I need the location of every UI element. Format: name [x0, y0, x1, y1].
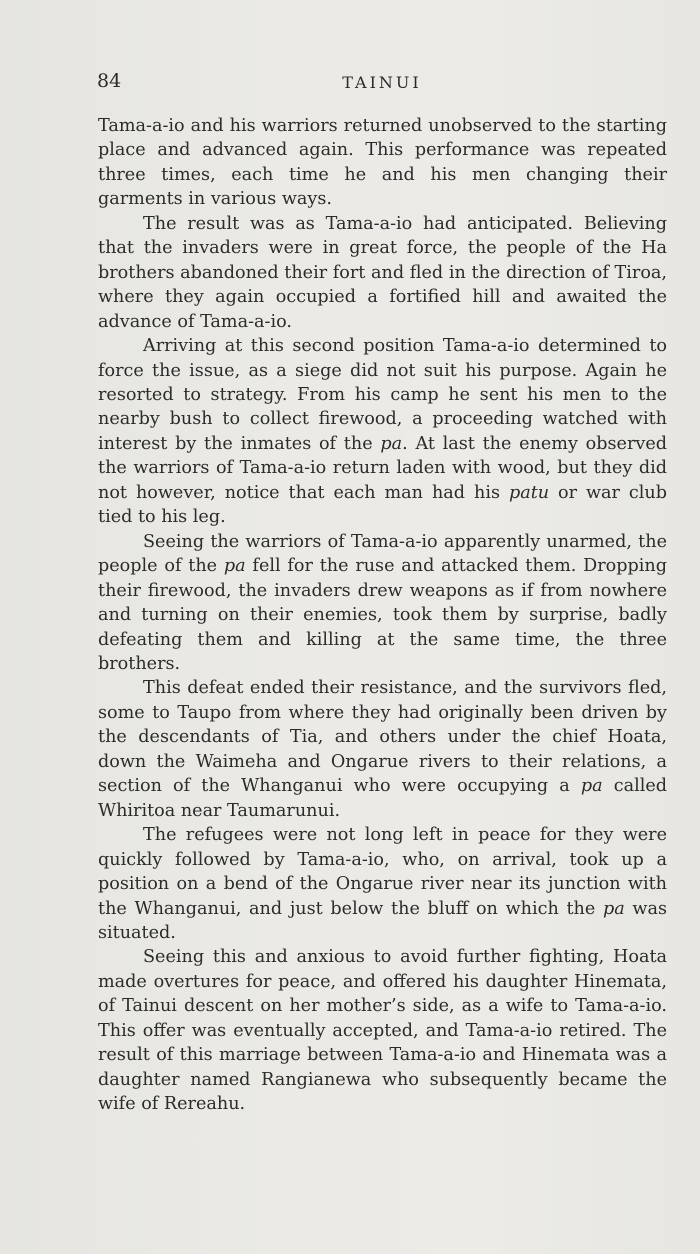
paragraph	[98, 823, 667, 945]
italic-term: pa	[380, 433, 403, 454]
running-head: TAINUI	[342, 73, 422, 92]
text-segment: . At last the enemy observed the warriors of Tama-a-io return laden with wood, but they did not however, notice that each man had his	[98, 433, 667, 503]
paragraph	[98, 945, 667, 1116]
paragraph	[98, 114, 667, 212]
paragraph	[98, 530, 667, 677]
text-segment: or war club tied to his leg.	[98, 482, 667, 528]
text-segment: Seeing this and anxious to avoid further fighting, Hoata made overtures for peace, and offered his daughter Hinemata, of Tainui descent on her mother’s side, as a wife to Tama-a-io. This offer was eventually accepted, and Tama-a-io retired. The result of this marriage between Tama-a-io and Hinemata was a daughter named Rangianewa who subsequently became the wife of Rereahu.	[98, 947, 667, 1115]
text-segment: Arriving at this second position Tama-a-io determined to force the issue, as a siege did not suit his purpose. Again he resorted to strategy. From his camp he sent his men to the nearby bush to collect firewood, a proceeding watched with interest by the inmates of the	[98, 336, 667, 454]
page-number: 84	[97, 70, 122, 92]
text-segment: was situated.	[98, 898, 668, 943]
italic-term: pa	[602, 898, 625, 919]
italic-term: patu	[508, 482, 550, 503]
text-segment: fell for the ruse and attacked them. Dropping their firewood, the invaders drew weapons as if from nowhere and turning on their enemies, took them by surprise, badly defeating them and killing at the same time, the three brothers.	[98, 556, 668, 674]
italic-term: pa	[580, 776, 603, 797]
page-header	[97, 70, 667, 98]
text-segment: Tama-a-io and his warriors returned unobserved to the starting place and advanced again. This performance was repeated three times, each time he and his men changing their garments in various ways.	[98, 116, 667, 210]
text-segment: called Whiritoa near Taumarunui.	[98, 776, 667, 821]
text-segment: This defeat ended their resistance, and the survivors fled, some to Taupo from where they had originally been driven by the descendants of Tia, and others under the chief Hoata, down the Waimeha and Ongarue rivers to their relations, a section of the Whanganui who were occupying a	[98, 678, 667, 797]
text-segment: The result was as Tama-a-io had anticipated. Believing that the invaders were in great force, the people of the Ha brothers abandoned their fort and fled in the direction of Tiroa, where they again occupied a fortified hill and awaited the advance of Tama-a-io.	[98, 213, 667, 332]
paragraph	[98, 676, 667, 823]
paragraph	[98, 212, 667, 334]
italic-term: pa	[223, 556, 246, 577]
body-text	[98, 114, 667, 1117]
paragraph	[98, 334, 667, 530]
text-segment: The refugees were not long left in peace for they were quickly followed by Tama-a-io, who, on arrival, took up a position on a bend of the Ongarue river near its junction with the Whanganui, and just below the bluff on which the	[98, 825, 667, 919]
text-segment: Seeing the warriors of Tama-a-io apparently unarmed, the people of the	[98, 531, 667, 577]
